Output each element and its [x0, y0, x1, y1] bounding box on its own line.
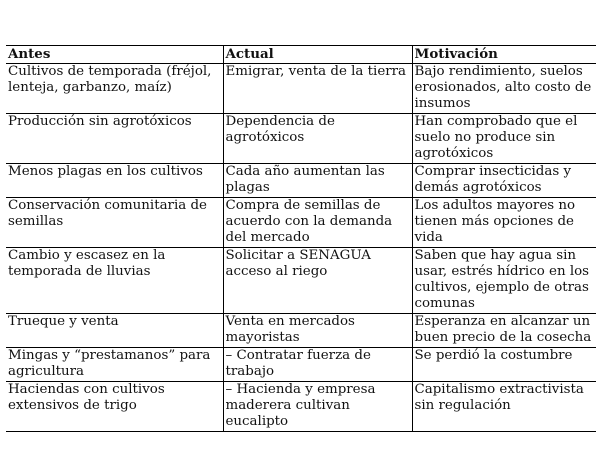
table-row — [6, 382, 596, 432]
comparison-table — [6, 45, 596, 432]
table-row — [6, 198, 596, 248]
cell-actual: Compra de semillas de acuerdo con la demanda del mercado — [223, 198, 412, 248]
cell-actual: Solicitar a SENAGUA acceso al riego — [223, 248, 412, 314]
cell-motivacion: Se perdió la costumbre — [412, 348, 596, 382]
table-row — [6, 248, 596, 314]
cell-motivacion: Esperanza en alcanzar un buen precio de la cosecha — [412, 314, 596, 348]
cell-actual: Emigrar, venta de la tierra — [223, 64, 412, 114]
header-actual: Actual — [223, 46, 412, 64]
cell-motivacion: Saben que hay agua sin usar, estrés hídrico en los cultivos, ejemplo de otras comunas — [412, 248, 596, 314]
cell-actual: – Hacienda y empresa maderera cultivan eucalipto — [223, 382, 412, 432]
cell-motivacion: Comprar insecticidas y demás agrotóxicos — [412, 164, 596, 198]
table-row — [6, 314, 596, 348]
header-motivacion: Motivación — [412, 46, 596, 64]
cell-motivacion: Capitalismo extractivista sin regulación — [412, 382, 596, 432]
cell-antes: Conservación comunitaria de semillas — [6, 198, 223, 248]
cell-antes: Trueque y venta — [6, 314, 223, 348]
table-row — [6, 348, 596, 382]
cell-actual: Cada año aumentan las plagas — [223, 164, 412, 198]
header-antes: Antes — [6, 46, 223, 64]
cell-antes: Haciendas con cultivos extensivos de trigo — [6, 382, 223, 432]
cell-antes: Cambio y escasez en la temporada de lluvias — [6, 248, 223, 314]
cell-actual: – Contratar fuerza de trabajo — [223, 348, 412, 382]
cell-actual: Venta en mercados mayoristas — [223, 314, 412, 348]
cell-actual: Dependencia de agrotóxicos — [223, 114, 412, 164]
cell-antes: Mingas y “prestamanos” para agricultura — [6, 348, 223, 382]
table-row — [6, 64, 596, 114]
table-row — [6, 164, 596, 198]
cell-motivacion: Bajo rendimiento, suelos erosionados, alto costo de insumos — [412, 64, 596, 114]
cell-antes: Cultivos de temporada (fréjol, lenteja, garbanzo, maíz) — [6, 64, 223, 114]
table-row — [6, 114, 596, 164]
header-row — [6, 46, 596, 64]
cell-antes: Producción sin agrotóxicos — [6, 114, 223, 164]
cell-motivacion: Los adultos mayores no tienen más opciones de vida — [412, 198, 596, 248]
cell-antes: Menos plagas en los cultivos — [6, 164, 223, 198]
cell-motivacion: Han comprobado que el suelo no produce sin agrotóxicos — [412, 114, 596, 164]
